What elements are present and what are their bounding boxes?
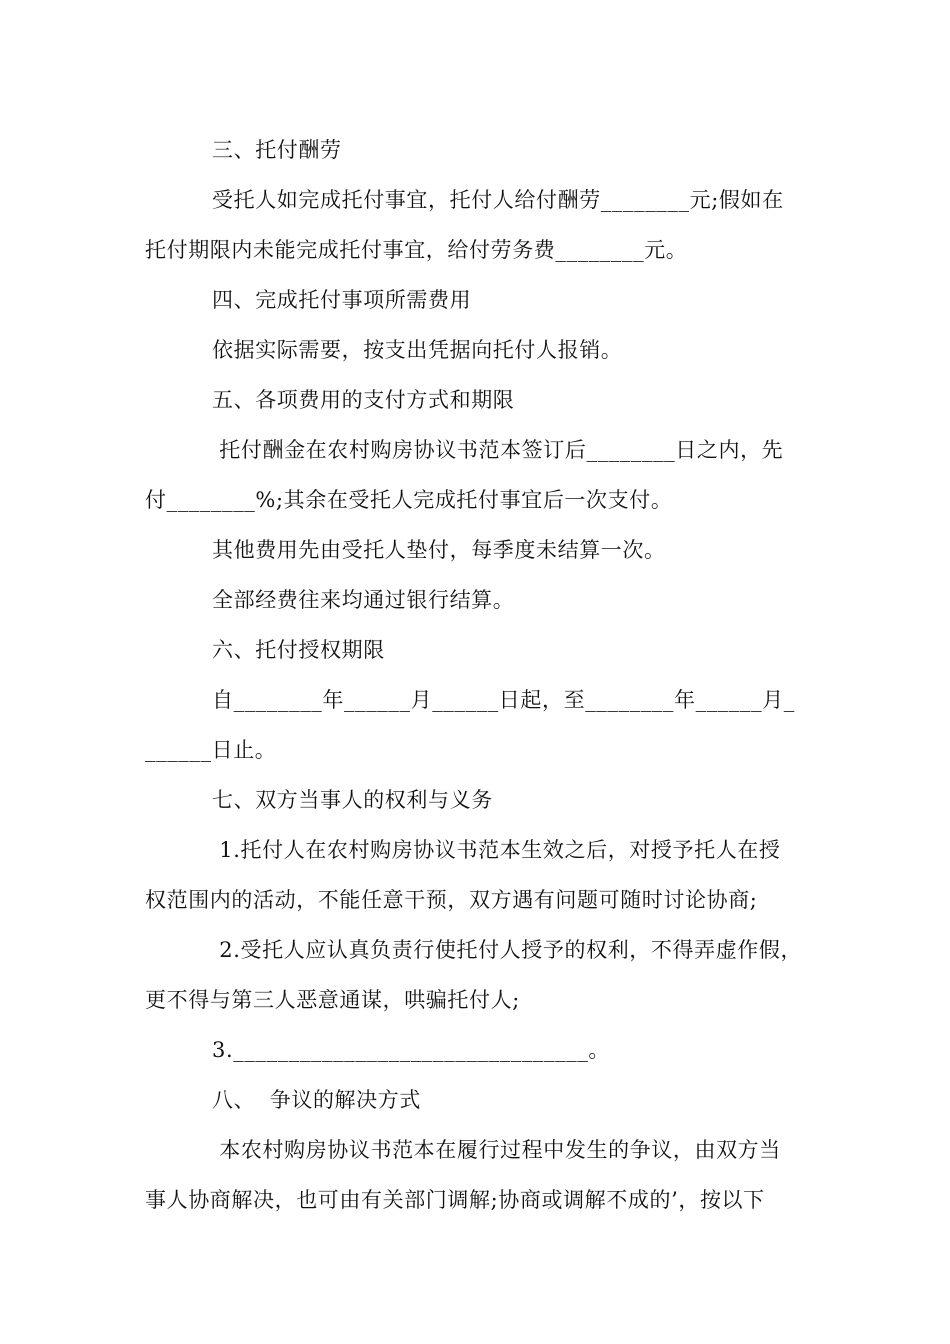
paragraph-line: 受托人如完成托付事宜，托付人给付酬劳________元;假如在 (212, 188, 784, 212)
list-item-3: 3.________________________________。 (212, 1038, 611, 1062)
list-item-1: 1.托付人在农村购房协议书范本生效之后，对授予托人在授 (212, 838, 781, 862)
section-heading-8: 八、 争议的解决方式 (212, 1088, 421, 1112)
list-item-2: 2.受托人应认真负责行使托付人授予的权利，不得弄虚作假， (212, 938, 803, 962)
section-heading-7: 七、双方当事人的权利与义务 (212, 788, 493, 812)
paragraph-line: 其他费用先由受托人垫付，每季度未结算一次。 (212, 538, 666, 562)
paragraph-line: 托付酬金在农村购房协议书范本签订后________日之内，先 (212, 438, 784, 462)
paragraph-line: 托付期限内未能完成托付事宜，给付劳务费________元。 (145, 238, 688, 262)
section-heading-5: 五、各项费用的支付方式和期限 (212, 388, 515, 412)
section-heading-3: 三、托付酬劳 (212, 138, 342, 162)
paragraph-line: 更不得与第三人恶意通谋，哄骗托付人; (145, 988, 520, 1012)
section-heading-4: 四、完成托付事项所需费用 (212, 288, 472, 312)
paragraph-line: 自________年______月______日起，至________年______月_ (212, 688, 795, 712)
paragraph-line: 全部经费往来均通过银行结算。 (212, 588, 515, 612)
paragraph-line: ______日止。 (145, 738, 277, 762)
paragraph-line: 依据实际需要，按支出凭据向托付人报销。 (212, 338, 623, 362)
paragraph-line: 本农村购房协议书范本在履行过程中发生的争议，由双方当 (212, 1138, 781, 1162)
paragraph-line: 事人协商解决，也可由有关部门调解;协商或调解不成的’，按以下 (145, 1188, 765, 1212)
section-heading-6: 六、托付授权期限 (212, 638, 385, 662)
paragraph-line: 付________%;其余在受托人完成托付事宜后一次支付。 (145, 488, 673, 512)
paragraph-line: 权范围内的活动，不能任意干预，双方遇有问题可随时讨论协商; (145, 888, 758, 912)
